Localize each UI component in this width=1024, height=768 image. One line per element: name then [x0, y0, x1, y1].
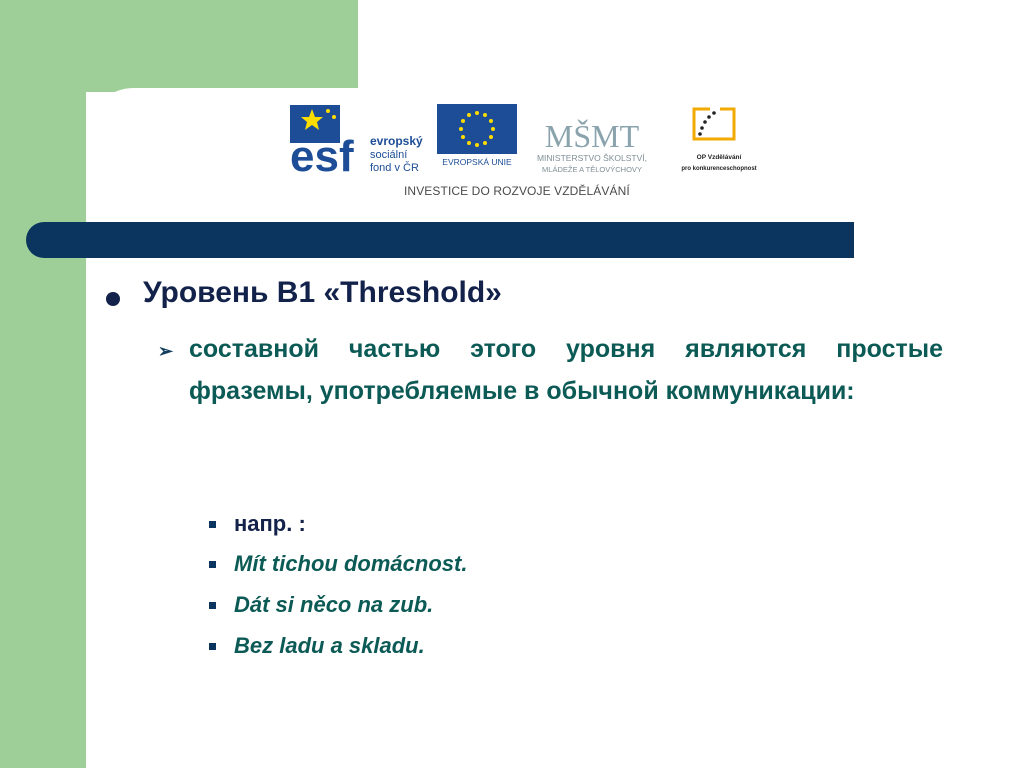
example-item: Bez ladu a skladu.: [234, 633, 425, 658]
square-bullet-icon: [209, 643, 216, 650]
slide-heading: Уровень B1 «Threshold»: [143, 276, 502, 309]
subpoint-text: составной частью этого уровня являются простые фраземы, употребляемые в обычной коммуникации:: [189, 335, 943, 405]
esf-line3: fond v ČR: [370, 162, 419, 173]
arrow-bullet-icon: ➢: [158, 341, 174, 361]
example-item: Dát si něco na zub.: [234, 592, 434, 617]
square-bullet-icon: [209, 521, 216, 528]
investice-tagline: INVESTICE DO ROZVOJE VZDĚLÁVÁNÍ: [404, 184, 630, 198]
circle-bullet-icon: [106, 292, 120, 306]
square-bullet-icon: [209, 561, 216, 568]
msmt-mark: MŠMT: [544, 118, 640, 154]
op-line2: pro konkurenceschopnost: [681, 166, 757, 172]
esf-line2: sociální: [370, 149, 408, 161]
green-top-band: [0, 0, 358, 92]
title-divider-bar: [26, 222, 854, 258]
logo-bar: [290, 103, 760, 198]
msmt-logo: [522, 103, 662, 175]
green-sidebar: [0, 0, 86, 768]
esf-logo: [290, 103, 428, 173]
esf-letters: esf: [290, 132, 354, 173]
esf-line1: evropský: [370, 134, 423, 148]
examples-label: напр. :: [234, 511, 306, 536]
eu-label: EVROPSKÁ UNIE: [442, 157, 512, 167]
op-line1: OP Vzdělávání: [696, 154, 742, 161]
msmt-line1: MINISTERSTVO ŠKOLSTVÍ,: [536, 153, 648, 163]
op-vzdelavani-logo: [680, 103, 758, 175]
example-item: Mít tichou domácnost.: [234, 551, 468, 576]
square-bullet-icon: [209, 602, 216, 609]
eu-flag-logo: [436, 103, 518, 167]
msmt-line2: MLÁDEŽE A TĚLOVÝCHOVY: [542, 165, 642, 174]
